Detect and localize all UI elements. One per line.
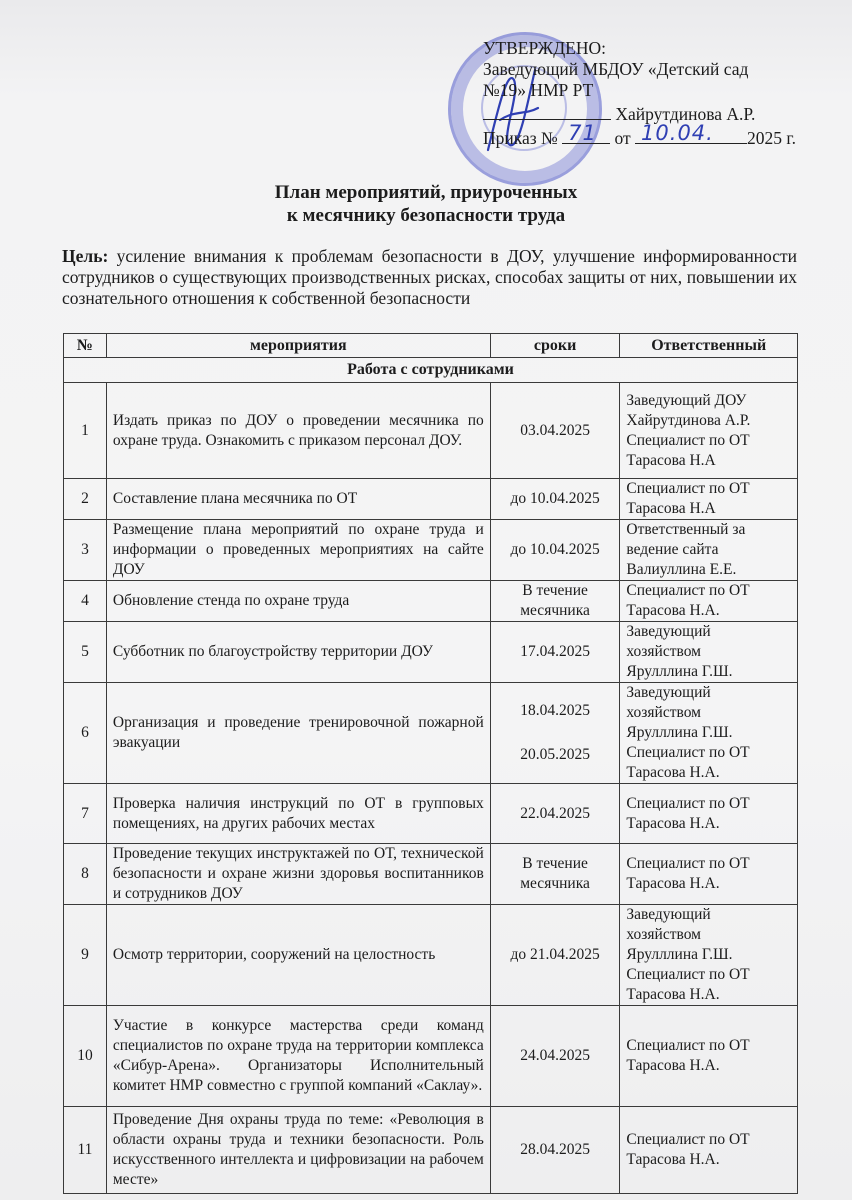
- row-date: 18.04.2025: [520, 702, 590, 719]
- table-header-row: [64, 334, 798, 358]
- responsible-line: Ярулллина Г.Ш.: [626, 946, 733, 963]
- approval-block: [483, 38, 813, 149]
- title-line1: План мероприятий, приуроченных: [274, 182, 578, 203]
- responsible-line: Ярулллина Г.Ш.: [626, 663, 733, 680]
- table-row: [64, 784, 798, 844]
- header-number: №: [64, 334, 107, 358]
- order-year: 2025 г.: [747, 128, 797, 148]
- row-event: Организация и проведение тренировочной пожарной эвакуации: [106, 683, 490, 784]
- row-dates: [490, 622, 620, 683]
- row-number: 11: [64, 1107, 107, 1194]
- responsible-line: ведение сайта: [626, 541, 719, 558]
- row-responsible: [620, 1107, 798, 1194]
- order-number: 71: [568, 121, 597, 145]
- row-responsible: [620, 622, 798, 683]
- responsible-line: Специалист по ОТ: [626, 1037, 750, 1054]
- row-event: Составление плана месячника по ОТ: [106, 479, 490, 520]
- row-dates: [490, 1107, 620, 1194]
- row-date: 22.04.2025: [520, 804, 590, 822]
- responsible-line: Специалист по ОТ: [626, 431, 750, 449]
- responsible-line: хозяйством: [626, 643, 701, 660]
- title-line2: к месячнику безопасности труда: [286, 205, 566, 226]
- order-number-blank: [562, 121, 610, 145]
- responsible-line: Ответственный за: [626, 521, 746, 538]
- responsible-line: Заведующий: [626, 684, 711, 701]
- row-number: 9: [64, 905, 107, 1006]
- responsible-line: Тарасова Н.А: [626, 451, 716, 469]
- plan-table: [63, 333, 798, 1194]
- responsible-line: Тарасова Н.А.: [626, 1057, 720, 1074]
- approval-heading: УТВЕРЖДЕНО:: [483, 38, 607, 58]
- row-responsible: [620, 383, 798, 479]
- row-responsible: [620, 844, 798, 905]
- responsible-line: Ярулллина Г.Ш.: [626, 724, 733, 741]
- table-row: [64, 479, 798, 520]
- order-from-label: от: [614, 128, 631, 148]
- row-date: до 21.04.2025: [510, 946, 600, 963]
- goal-text: усиление внимания к проблемам безопасности в ДОУ, улучшение информированности сотрудников о существующих производственных рисках, способах защиты от них, повышении их сознательного отношения к собственной безопасности: [62, 246, 798, 308]
- row-event: Обновление стенда по охране труда: [106, 581, 490, 622]
- approval-order-line: [483, 121, 813, 149]
- row-dates: [490, 784, 620, 844]
- table-row: [64, 581, 798, 622]
- row-responsible: [620, 784, 798, 844]
- responsible-line: Хайрутдинова А.Р.: [626, 411, 751, 429]
- row-dates: [490, 1006, 620, 1107]
- table-row: [64, 1006, 798, 1107]
- row-event: Размещение плана мероприятий по охране труда и информации о проведенных мероприятиях на сайте ДОУ: [106, 520, 490, 581]
- row-dates: [490, 905, 620, 1006]
- row-responsible: [620, 581, 798, 622]
- row-dates: [490, 844, 620, 905]
- responsible-line: Тарасова Н.А.: [626, 1151, 720, 1168]
- row-number: 8: [64, 844, 107, 905]
- order-label: Приказ №: [483, 128, 558, 148]
- row-date: месячника: [520, 602, 590, 619]
- table-row: [64, 683, 798, 784]
- responsible-line: Тарасова Н.А.: [626, 764, 720, 781]
- row-date: В течение: [522, 582, 588, 599]
- row-date: 20.05.2025: [520, 746, 590, 763]
- approval-position-line1: Заведующий МБДОУ «Детский сад: [483, 59, 749, 79]
- order-date: 10.04.: [641, 121, 714, 145]
- row-date: 03.04.2025: [520, 421, 590, 439]
- header-event: мероприятия: [106, 334, 490, 358]
- row-number: 6: [64, 683, 107, 784]
- row-dates: [490, 581, 620, 622]
- row-number: 4: [64, 581, 107, 622]
- row-event: Проведение Дня охраны труда по теме: «Революция в области охраны труда и техники безопасности. Роль искусственного интеллекта и цифровизации на рабочем месте»: [106, 1107, 490, 1194]
- table-row: [64, 383, 798, 479]
- approval-signatory: Хайрутдинова А.Р.: [615, 104, 756, 124]
- table-row: [64, 844, 798, 905]
- page-title: [0, 181, 852, 227]
- row-date: 28.04.2025: [520, 1141, 590, 1158]
- table-row: [64, 1107, 798, 1194]
- row-responsible: [620, 1006, 798, 1107]
- row-event: Издать приказ по ДОУ о проведении месячника по охране труда. Ознакомить с приказом персонал ДОУ.: [106, 383, 490, 479]
- row-responsible: [620, 683, 798, 784]
- row-dates: [490, 479, 620, 520]
- order-date-blank: [635, 121, 747, 145]
- responsible-line: Специалист по ОТ: [626, 966, 750, 983]
- row-date: месячника: [520, 875, 590, 892]
- row-dates: [490, 683, 620, 784]
- table-row: [64, 905, 798, 1006]
- row-event: Проведение текущих инструктажей по ОТ, технической безопасности и охране жизни здоровья воспитанников и сотрудников ДОУ: [106, 844, 490, 905]
- section-row: [64, 358, 798, 383]
- responsible-line: Тарасова Н.А.: [626, 986, 720, 1003]
- header-responsible: Ответственный: [620, 334, 798, 358]
- table-row: [64, 520, 798, 581]
- row-event: Субботник по благоустройству территории ДОУ: [106, 622, 490, 683]
- approval-position-line2: №19» НМР РТ: [483, 80, 594, 100]
- responsible-line: Специалист по ОТ: [626, 582, 750, 599]
- row-number: 1: [64, 383, 107, 479]
- row-number: 7: [64, 784, 107, 844]
- header-dates: сроки: [490, 334, 620, 358]
- row-number: 5: [64, 622, 107, 683]
- responsible-line: хозяйством: [626, 704, 701, 721]
- row-date: до 10.04.2025: [510, 541, 600, 558]
- row-responsible: [620, 905, 798, 1006]
- responsible-line: Специалист по ОТ: [626, 480, 750, 497]
- row-date: до 10.04.2025: [510, 490, 600, 507]
- goal-label: Цель:: [62, 246, 109, 266]
- responsible-line: Тарасова Н.А: [626, 500, 716, 517]
- row-date: 24.04.2025: [520, 1047, 590, 1064]
- row-dates: [490, 383, 620, 479]
- responsible-line: Специалист по ОТ: [626, 744, 750, 761]
- row-number: 3: [64, 520, 107, 581]
- responsible-line: Специалист по ОТ: [626, 794, 750, 812]
- responsible-line: Валиуллина Е.Е.: [626, 561, 737, 578]
- row-date: В течение: [522, 855, 588, 872]
- responsible-line: Тарасова Н.А.: [626, 602, 720, 619]
- row-event: Проверка наличия инструкций по ОТ в групповых помещениях, на других рабочих местах: [106, 784, 490, 844]
- row-responsible: [620, 479, 798, 520]
- responsible-line: Тарасова Н.А.: [626, 875, 720, 892]
- responsible-line: Тарасова Н.А.: [626, 814, 720, 832]
- responsible-line: Заведующий: [626, 623, 711, 640]
- row-number: 10: [64, 1006, 107, 1107]
- responsible-line: Заведующий ДОУ: [626, 391, 747, 409]
- responsible-line: Специалист по ОТ: [626, 1131, 750, 1148]
- responsible-line: Заведующий: [626, 906, 711, 923]
- responsible-line: хозяйством: [626, 926, 701, 943]
- signature-blank: [483, 101, 611, 120]
- goal-paragraph: [62, 246, 797, 309]
- section-title: Работа с сотрудниками: [64, 358, 798, 383]
- row-number: 2: [64, 479, 107, 520]
- row-event: Участие в конкурсе мастерства среди команд специалистов по охране труда на территории комплекса «Сибур-Арена». Организаторы Исполнительный комитет НМР совместно с группой компаний «Саклау».: [106, 1006, 490, 1107]
- row-date: 17.04.2025: [520, 643, 590, 660]
- row-event: Осмотр территории, сооружений на целостность: [106, 905, 490, 1006]
- responsible-line: Специалист по ОТ: [626, 855, 750, 872]
- row-responsible: [620, 520, 798, 581]
- table-row: [64, 622, 798, 683]
- row-dates: [490, 520, 620, 581]
